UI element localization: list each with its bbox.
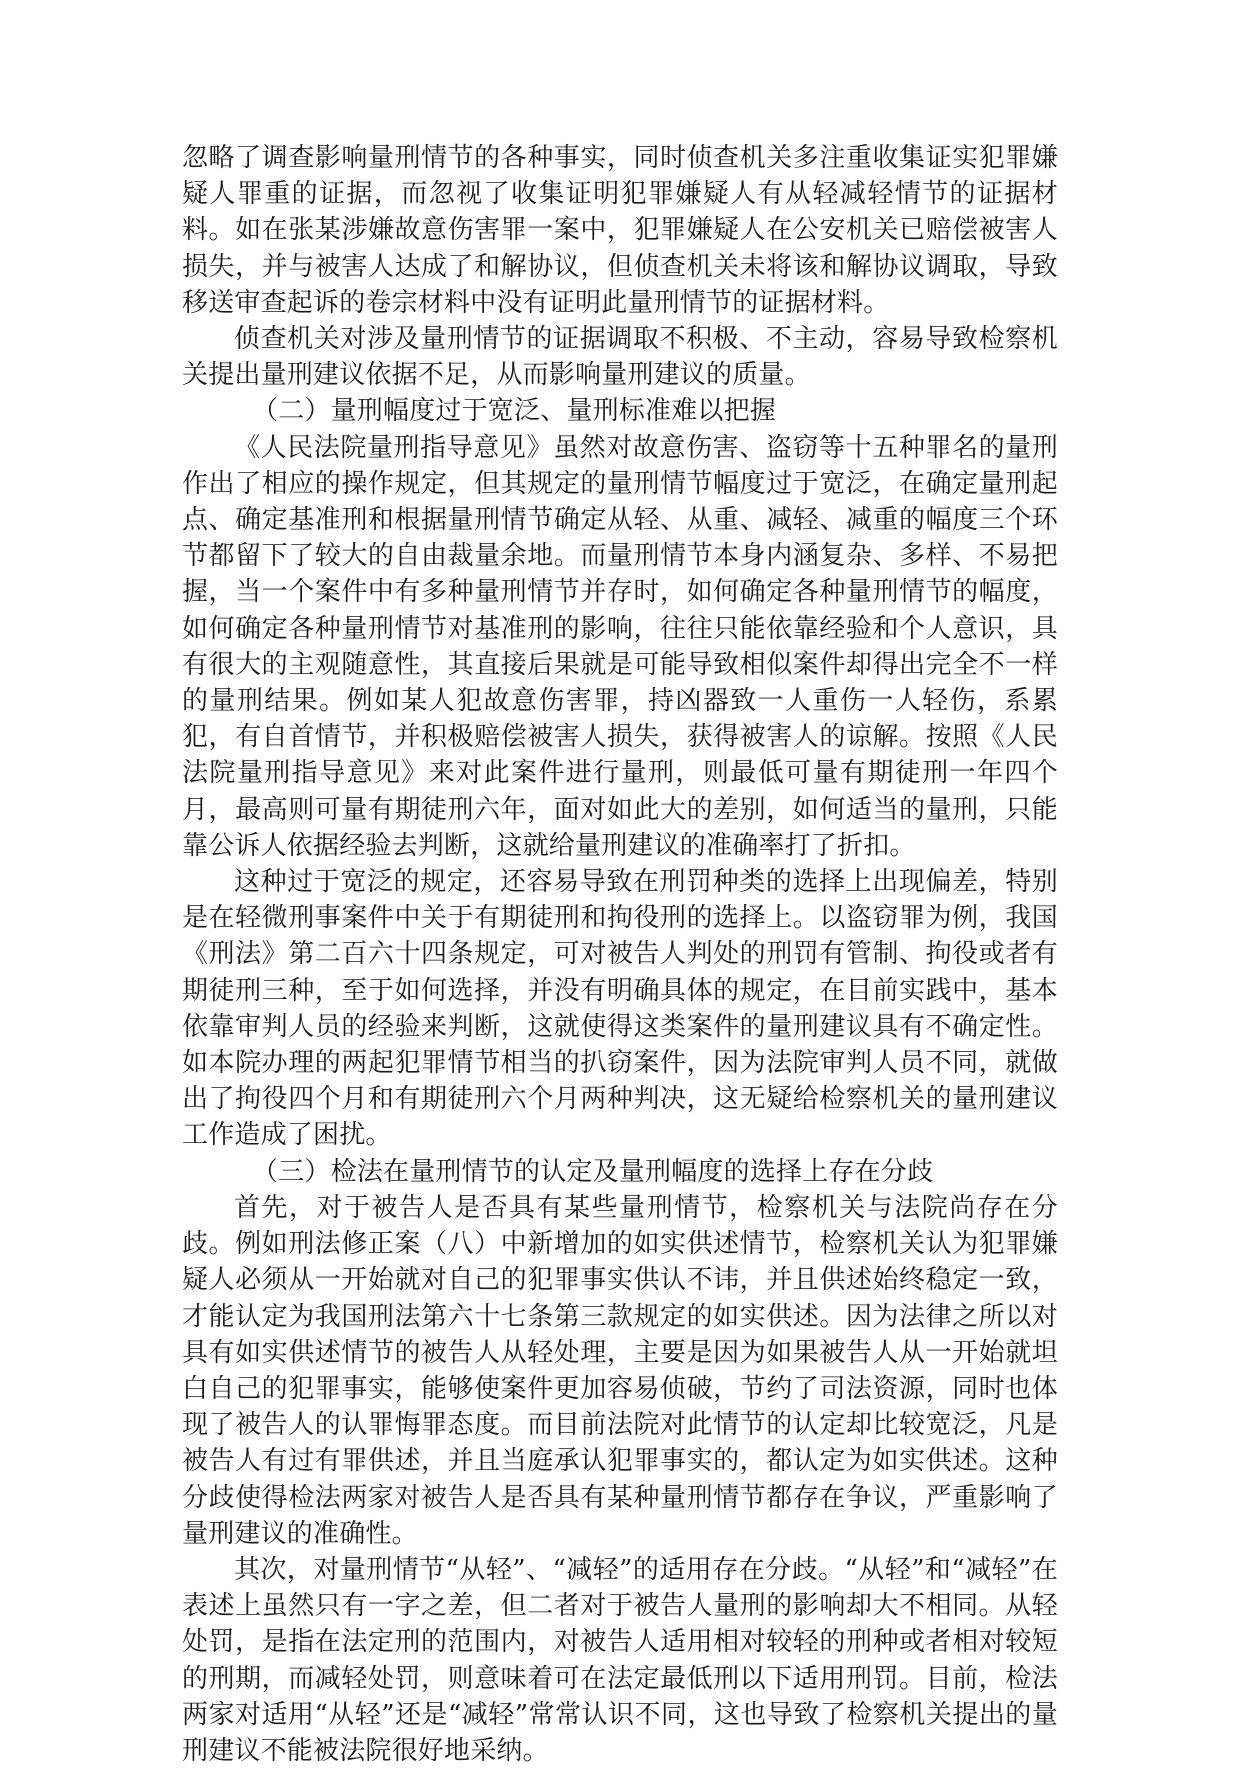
paragraph: 首先，对于被告人是否具有某些量刑情节，检察机关与法院尚存在分歧。例如刑法修正案（八）中新增加的如实供述情节，检察机关认为犯罪嫌疑人必须从一开始就对自己的犯罪事实供认不讳，并且供述始终稳定一致，才能认定为我国刑法第六十七条第三款规定的如实供述。因为法律之所以对具有如实供述情节的被告人从轻处理，主要是因为如果被告人从一开始就坦白自己的犯罪事实，能够使案件更加容易侦破，节约了司法资源，同时也体现了被告人的认罪悔罪态度。而目前法院对此情节的认定却比较宽泛，凡是被告人有过有罪供述，并且当庭承认犯罪事实的，都认定为如实供述。这种分歧使得检法两家对被告人是否具有某种量刑情节都存在争议，严重影响了量刑建议的准确性。 xyxy=(182,1192,1058,1549)
paragraph: 这种过于宽泛的规定，还容易导致在刑罚种类的选择上出现偏差，特别是在轻微刑事案件中关于有期徒刑和拘役刑的选择上。以盗窃罪为例，我国《刑法》第二百六十四条规定，可对被告人判处的刑罚有管制、拘役或者有期徒刑三种，至于如何选择，并没有明确具体的规定，在目前实践中，基本依靠审判人员的经验来判断，这就使得这类案件的量刑建议具有不确定性。如本院办理的两起犯罪情节相当的扒窃案件，因为法院审判人员不同，就做出了拘役四个月和有期徒刑六个月两种判决，这无疑给检察机关的量刑建议工作造成了困扰。 xyxy=(182,867,1058,1151)
section-heading: （三）检法在量刑情节的认定及量刑幅度的选择上存在分歧 xyxy=(252,1156,934,1187)
paragraph: 其次，对量刑情节“从轻”、“减轻”的适用存在分歧。“从轻”和“减轻”在表述上虽然只有一字之差，但二者对于被告人量刑的影响却大不相同。从轻处罚，是指在法定刑的范围内，对被告人适用相对较轻的刑种或者相对较短的刑期，而减轻处罚，则意味着可在法定最低刑以下适用刑罚。目前，检法两家对适用“从轻”还是“减轻”常常认识不同，这也导致了检察机关提出的量刑建议不能被法院很好地采纳。 xyxy=(182,1554,1058,1766)
document-body xyxy=(182,140,1058,1769)
paragraph: 《人民法院量刑指导意见》虽然对故意伤害、盗窃等十五种罪名的量刑作出了相应的操作规定，但其规定的量刑情节幅度过于宽泛，在确定量刑起点、确定基准刑和根据量刑情节确定从轻、从重、减轻、减重的幅度三个环节都留下了较大的自由裁量余地。而量刑情节本身内涵复杂、多样、不易把握，当一个案件中有多种量刑情节并存时，如何确定各种量刑情节的幅度，如何确定各种量刑情节对基准刑的影响，往往只能依靠经验和个人意识，具有很大的主观随意性，其直接后果就是可能导致相似案件却得出完全不一样的量刑结果。例如某人犯故意伤害罪，持凶器致一人重伤一人轻伤，系累犯，有自首情节，并积极赔偿被害人损失，获得被害人的谅解。按照《人民法院量刑指导意见》来对此案件进行量刑，则最低可量有期徒刑一年四个月，最高则可量有期徒刑六年，面对如此大的差别，如何适当的量刑，只能靠公诉人依据经验去判断，这就给量刑建议的准确率打了折扣。 xyxy=(182,432,1058,861)
section-heading: （二）量刑幅度过于宽泛、量刑标准难以把握 xyxy=(252,396,777,427)
paragraph: 侦查机关对涉及量刑情节的证据调取不积极、不主动，容易导致检察机关提出量刑建议依据不足，从而影响量刑建议的质量。 xyxy=(182,324,1058,391)
paragraph-continued: 忽略了调查影响量刑情节的各种事实，同时侦查机关多注重收集证实犯罪嫌疑人罪重的证据，而忽视了收集证明犯罪嫌疑人有从轻减轻情节的证据材料。如在张某涉嫌故意伤害罪一案中，犯罪嫌疑人在公安机关已赔偿被害人损失，并与被害人达成了和解协议，但侦查机关未将该和解协议调取，导致移送审查起诉的卷宗材料中没有证明此量刑情节的证据材料。 xyxy=(182,143,1058,318)
